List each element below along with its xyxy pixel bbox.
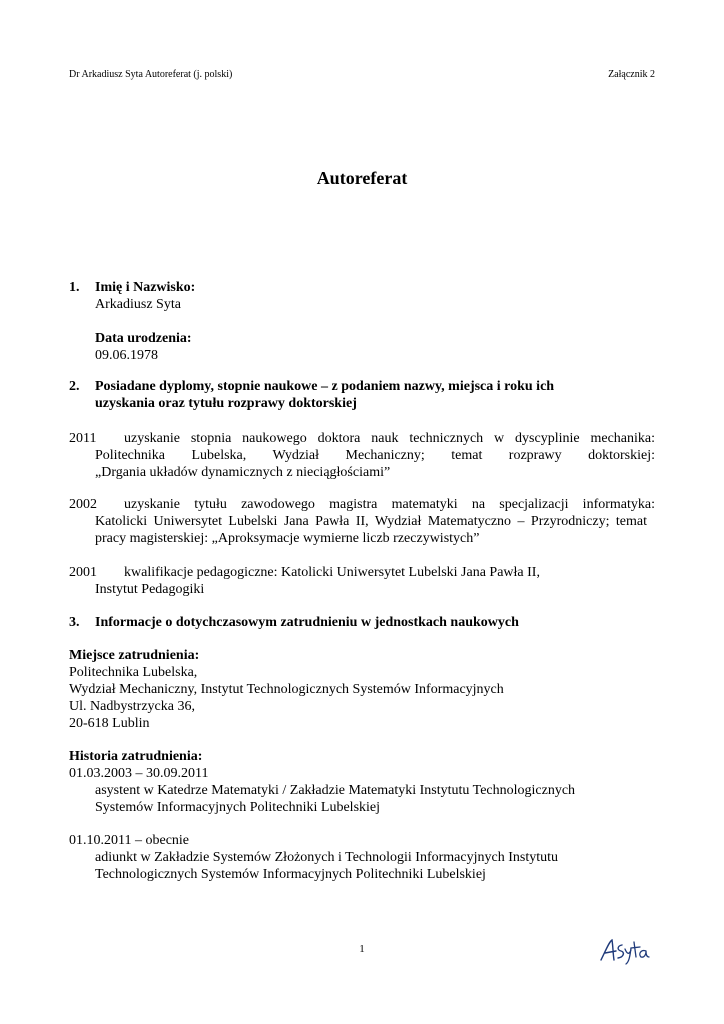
- header-right: Załącznik 2: [608, 69, 655, 80]
- diploma-year: 2011: [69, 431, 97, 446]
- employment-history-label: Historia zatrudnienia:: [69, 749, 203, 764]
- diploma-text-line: Katolicki Uniwersytet Lubelski Jana Pawła II, Wydział Matematyczno – Przyrodniczy; temat: [95, 514, 647, 529]
- section-3-heading-text: Informacje o dotychczasowym zatrudnieniu w jednostkach naukowych: [95, 615, 519, 630]
- diploma-year: 2002: [69, 497, 97, 512]
- page-number: 1: [359, 943, 365, 955]
- section-1-number: 1.: [69, 280, 80, 295]
- employment-description-line: Systemów Informacyjnych Politechniki Lubelskiej: [95, 800, 381, 815]
- diploma-text-line: Instytut Pedagogiki: [95, 582, 205, 597]
- diploma-entry-2011: [69, 430, 655, 482]
- document-title: Autoreferat: [316, 168, 408, 188]
- diploma-text-line: kwalifikacje pedagogiczne: Katolicki Uniwersytet Lubelski Jana Pawła II,: [124, 565, 540, 580]
- employment-period: 01.03.2003 – 30.09.2011: [69, 766, 209, 781]
- employment-description-line: adiunkt w Zakładzie Systemów Złożonych i Technologii Informacyjnych Instytutu: [95, 850, 558, 865]
- dob-label: Data urodzenia:: [95, 331, 192, 346]
- employment-place: [69, 647, 655, 733]
- diploma-entry-2002: [69, 496, 655, 548]
- diploma-year: 2001: [69, 565, 97, 580]
- section-2-heading-line-1: Posiadane dyplomy, stopnie naukowe – z podaniem nazwy, miejsca i roku ich: [95, 379, 555, 394]
- section-3-heading: [69, 614, 655, 632]
- signature: [598, 936, 650, 966]
- dob-value: 09.06.1978: [95, 348, 158, 363]
- diploma-text-line: pracy magisterskiej: „Aproksymacje wymierne liczb rzeczywistych”: [95, 531, 480, 546]
- section-2-number: 2.: [69, 379, 80, 394]
- diploma-text-line: uzyskanie tytułu zawodowego magistra matematyki na specjalizacji informatyka:: [124, 497, 655, 512]
- employment-description-line: Technologicznych Systemów Informacyjnych Politechniki Lubelskiej: [95, 867, 486, 882]
- employment-place-line: Wydział Mechaniczny, Instytut Technologicznych Systemów Informacyjnych: [69, 682, 504, 697]
- employment-place-line: 20-618 Lublin: [69, 716, 150, 731]
- name-label: Imię i Nazwisko:: [95, 280, 196, 295]
- diploma-text-line: „Drgania układów dynamicznych z nieciągłościami”: [95, 465, 391, 480]
- employment-place-line: Politechnika Lubelska,: [69, 665, 198, 680]
- section-3-number: 3.: [69, 615, 80, 630]
- section-1: [69, 279, 655, 369]
- employment-history-entry-2: [69, 832, 655, 884]
- section-2-heading-line-2: uzyskania oraz tytułu rozprawy doktorskiej: [95, 396, 357, 411]
- diploma-text-line: uzyskanie stopnia naukowego doktora nauk technicznych w dyscyplinie mechanika:: [124, 431, 655, 446]
- employment-history: [69, 748, 655, 818]
- employment-place-label: Miejsce zatrudnienia:: [69, 648, 200, 663]
- diploma-entry-2001: [69, 564, 655, 600]
- header-left: Dr Arkadiusz Syta Autoreferat (j. polski): [69, 69, 233, 80]
- employment-description-line: asystent w Katedrze Matematyki / Zakładzie Matematyki Instytutu Technologicznych: [95, 783, 576, 798]
- section-2-heading: [69, 378, 655, 414]
- name-value: Arkadiusz Syta: [95, 297, 181, 312]
- diploma-text-line: Politechnika Lubelska, Wydział Mechaniczny; temat rozprawy doktorskiej:: [95, 448, 655, 463]
- employment-period: 01.10.2011 – obecnie: [69, 833, 190, 848]
- employment-place-line: Ul. Nadbystrzycka 36,: [69, 699, 195, 714]
